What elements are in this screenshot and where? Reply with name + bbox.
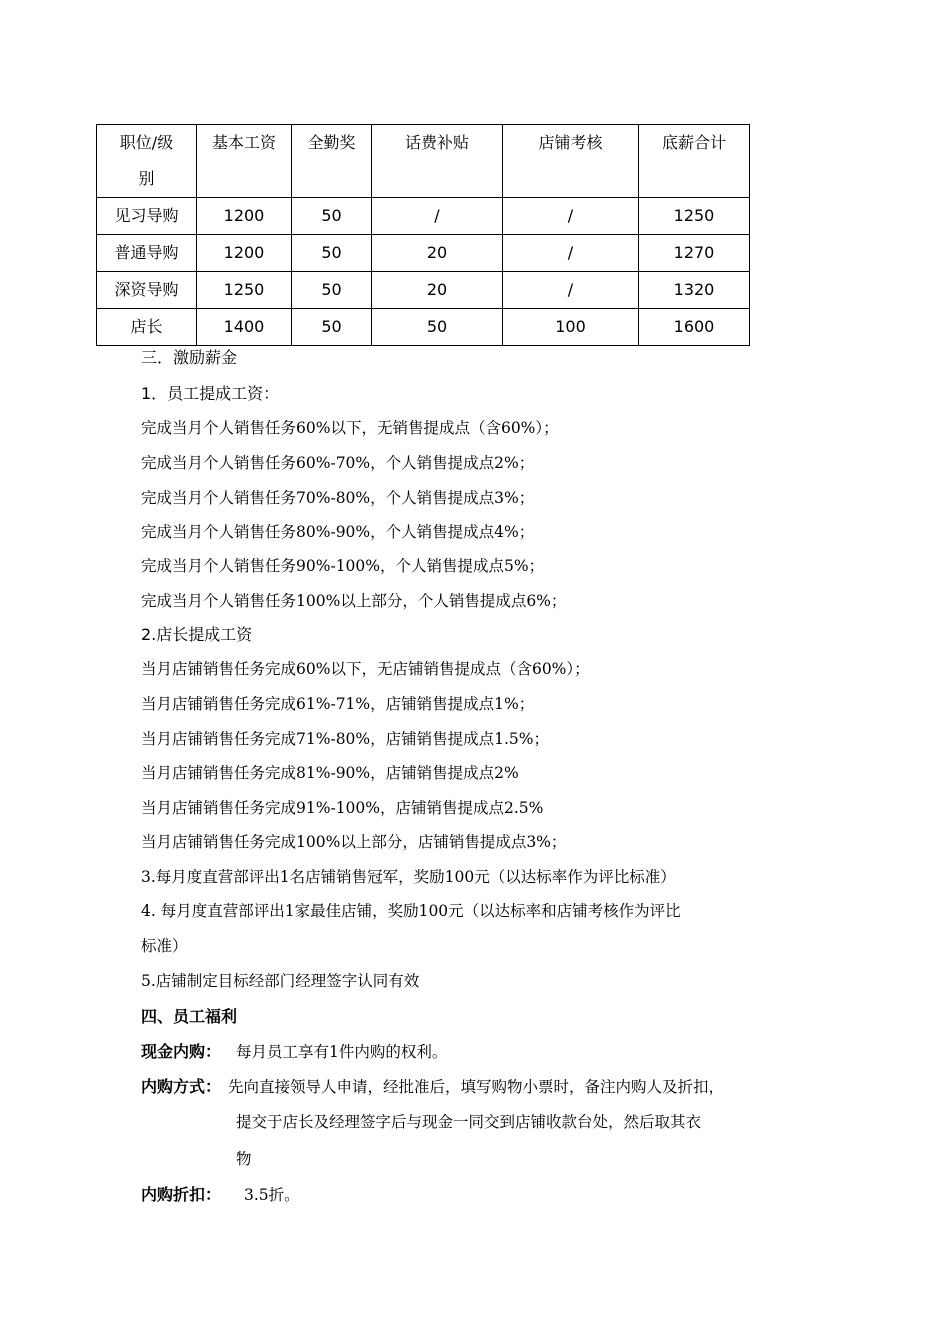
table-cell: 见习导购 [97,198,197,235]
staff-rule: 完成当月个人销售任务60%-70%，个人销售提成点2%； [141,454,535,472]
manager-rule: 当月店铺销售任务完成91%-100%，店铺销售提成点2.5% [141,799,544,817]
award-item-4-continued: 标准） [141,937,188,955]
subsection-manager-commission: 2.店长提成工资 [141,625,253,644]
purchase-method-text: 提交于店长及经理签字后与现金一同交到店铺收款台处，然后取其衣 [236,1113,702,1131]
table-cell: 1250 [639,198,750,235]
table-cell: 50 [292,309,372,346]
cash-purchase-text: 每月员工享有1件内购的权利。 [236,1043,448,1061]
staff-rule: 完成当月个人销售任务100%以上部分，个人销售提成点6%； [141,592,567,610]
header-cell: 底薪合计 [639,125,750,198]
table-cell: 50 [292,235,372,272]
table-cell: 50 [372,309,503,346]
subsection-staff-commission: 1．员工提成工资： [141,384,280,403]
manager-rule: 当月店铺销售任务完成60%以下，无店铺销售提成点（含60%）； [141,660,590,678]
table-cell: / [503,235,639,272]
purchase-method-label: 内购方式： [141,1077,222,1096]
header-cell: 全勤奖 [292,125,372,198]
cash-purchase-label: 现金内购： [141,1042,222,1061]
table-cell: 1600 [639,309,750,346]
staff-rule: 完成当月个人销售任务70%-80%，个人销售提成点3%； [141,489,535,507]
header-cell: 基本工资 [197,125,292,198]
award-item-5: 5.店铺制定目标经部门经理签字认同有效 [141,972,420,990]
table-row [97,272,750,309]
section-4-title: 四、员工福利 [141,1007,238,1026]
table-cell: 普通导购 [97,235,197,272]
table-cell: / [503,272,639,309]
salary-table [96,124,750,346]
table-cell: 1320 [639,272,750,309]
table-header-row [97,125,750,198]
table-row [97,235,750,272]
staff-rule: 完成当月个人销售任务90%-100%，个人销售提成点5%； [141,557,545,575]
table-cell: 50 [292,198,372,235]
table-cell: 1200 [197,198,292,235]
table-cell: 50 [292,272,372,309]
table-cell: / [372,198,503,235]
manager-rule: 当月店铺销售任务完成71%-80%，店铺销售提成点1.5%； [141,730,550,748]
table-cell: 店长 [97,309,197,346]
table-cell: 20 [372,235,503,272]
table-cell: / [503,198,639,235]
table-cell: 100 [503,309,639,346]
staff-rule: 完成当月个人销售任务60%以下，无销售提成点（含60%）； [141,419,559,437]
purchase-discount-text: 3.5折。 [244,1186,300,1204]
table-cell: 1270 [639,235,750,272]
award-item-4: 4. 每月度直营部评出1家最佳店铺，奖励100元（以达标率和店铺考核作为评比 [141,902,681,920]
table-cell: 1200 [197,235,292,272]
purchase-method-text: 先向直接领导人申请，经批准后，填写购物小票时，备注内购人及折扣， [228,1078,725,1096]
header-cell-position: 职位/级 别 [97,125,197,198]
table-cell: 1250 [197,272,292,309]
purchase-discount-label: 内购折扣： [141,1185,222,1204]
staff-rule: 完成当月个人销售任务80%-90%，个人销售提成点4%； [141,523,535,541]
award-item-3: 3.每月度直营部评出1名店铺销售冠军，奖励100元（以达标率作为评比标准） [141,868,676,886]
section-3-title: 三．激励薪金 [141,348,238,367]
header-cell: 店铺考核 [503,125,639,198]
table-row [97,309,750,346]
manager-rule: 当月店铺销售任务完成61%-71%，店铺销售提成点1%； [141,695,535,713]
header-cell: 话费补贴 [372,125,503,198]
manager-rule: 当月店铺销售任务完成100%以上部分，店铺销售提成点3%； [141,833,567,851]
table-cell: 20 [372,272,503,309]
table-cell: 1400 [197,309,292,346]
purchase-method-text: 物 [236,1150,252,1168]
table-row [97,198,750,235]
manager-rule: 当月店铺销售任务完成81%-90%，店铺销售提成点2% [141,764,519,782]
table-cell: 深资导购 [97,272,197,309]
